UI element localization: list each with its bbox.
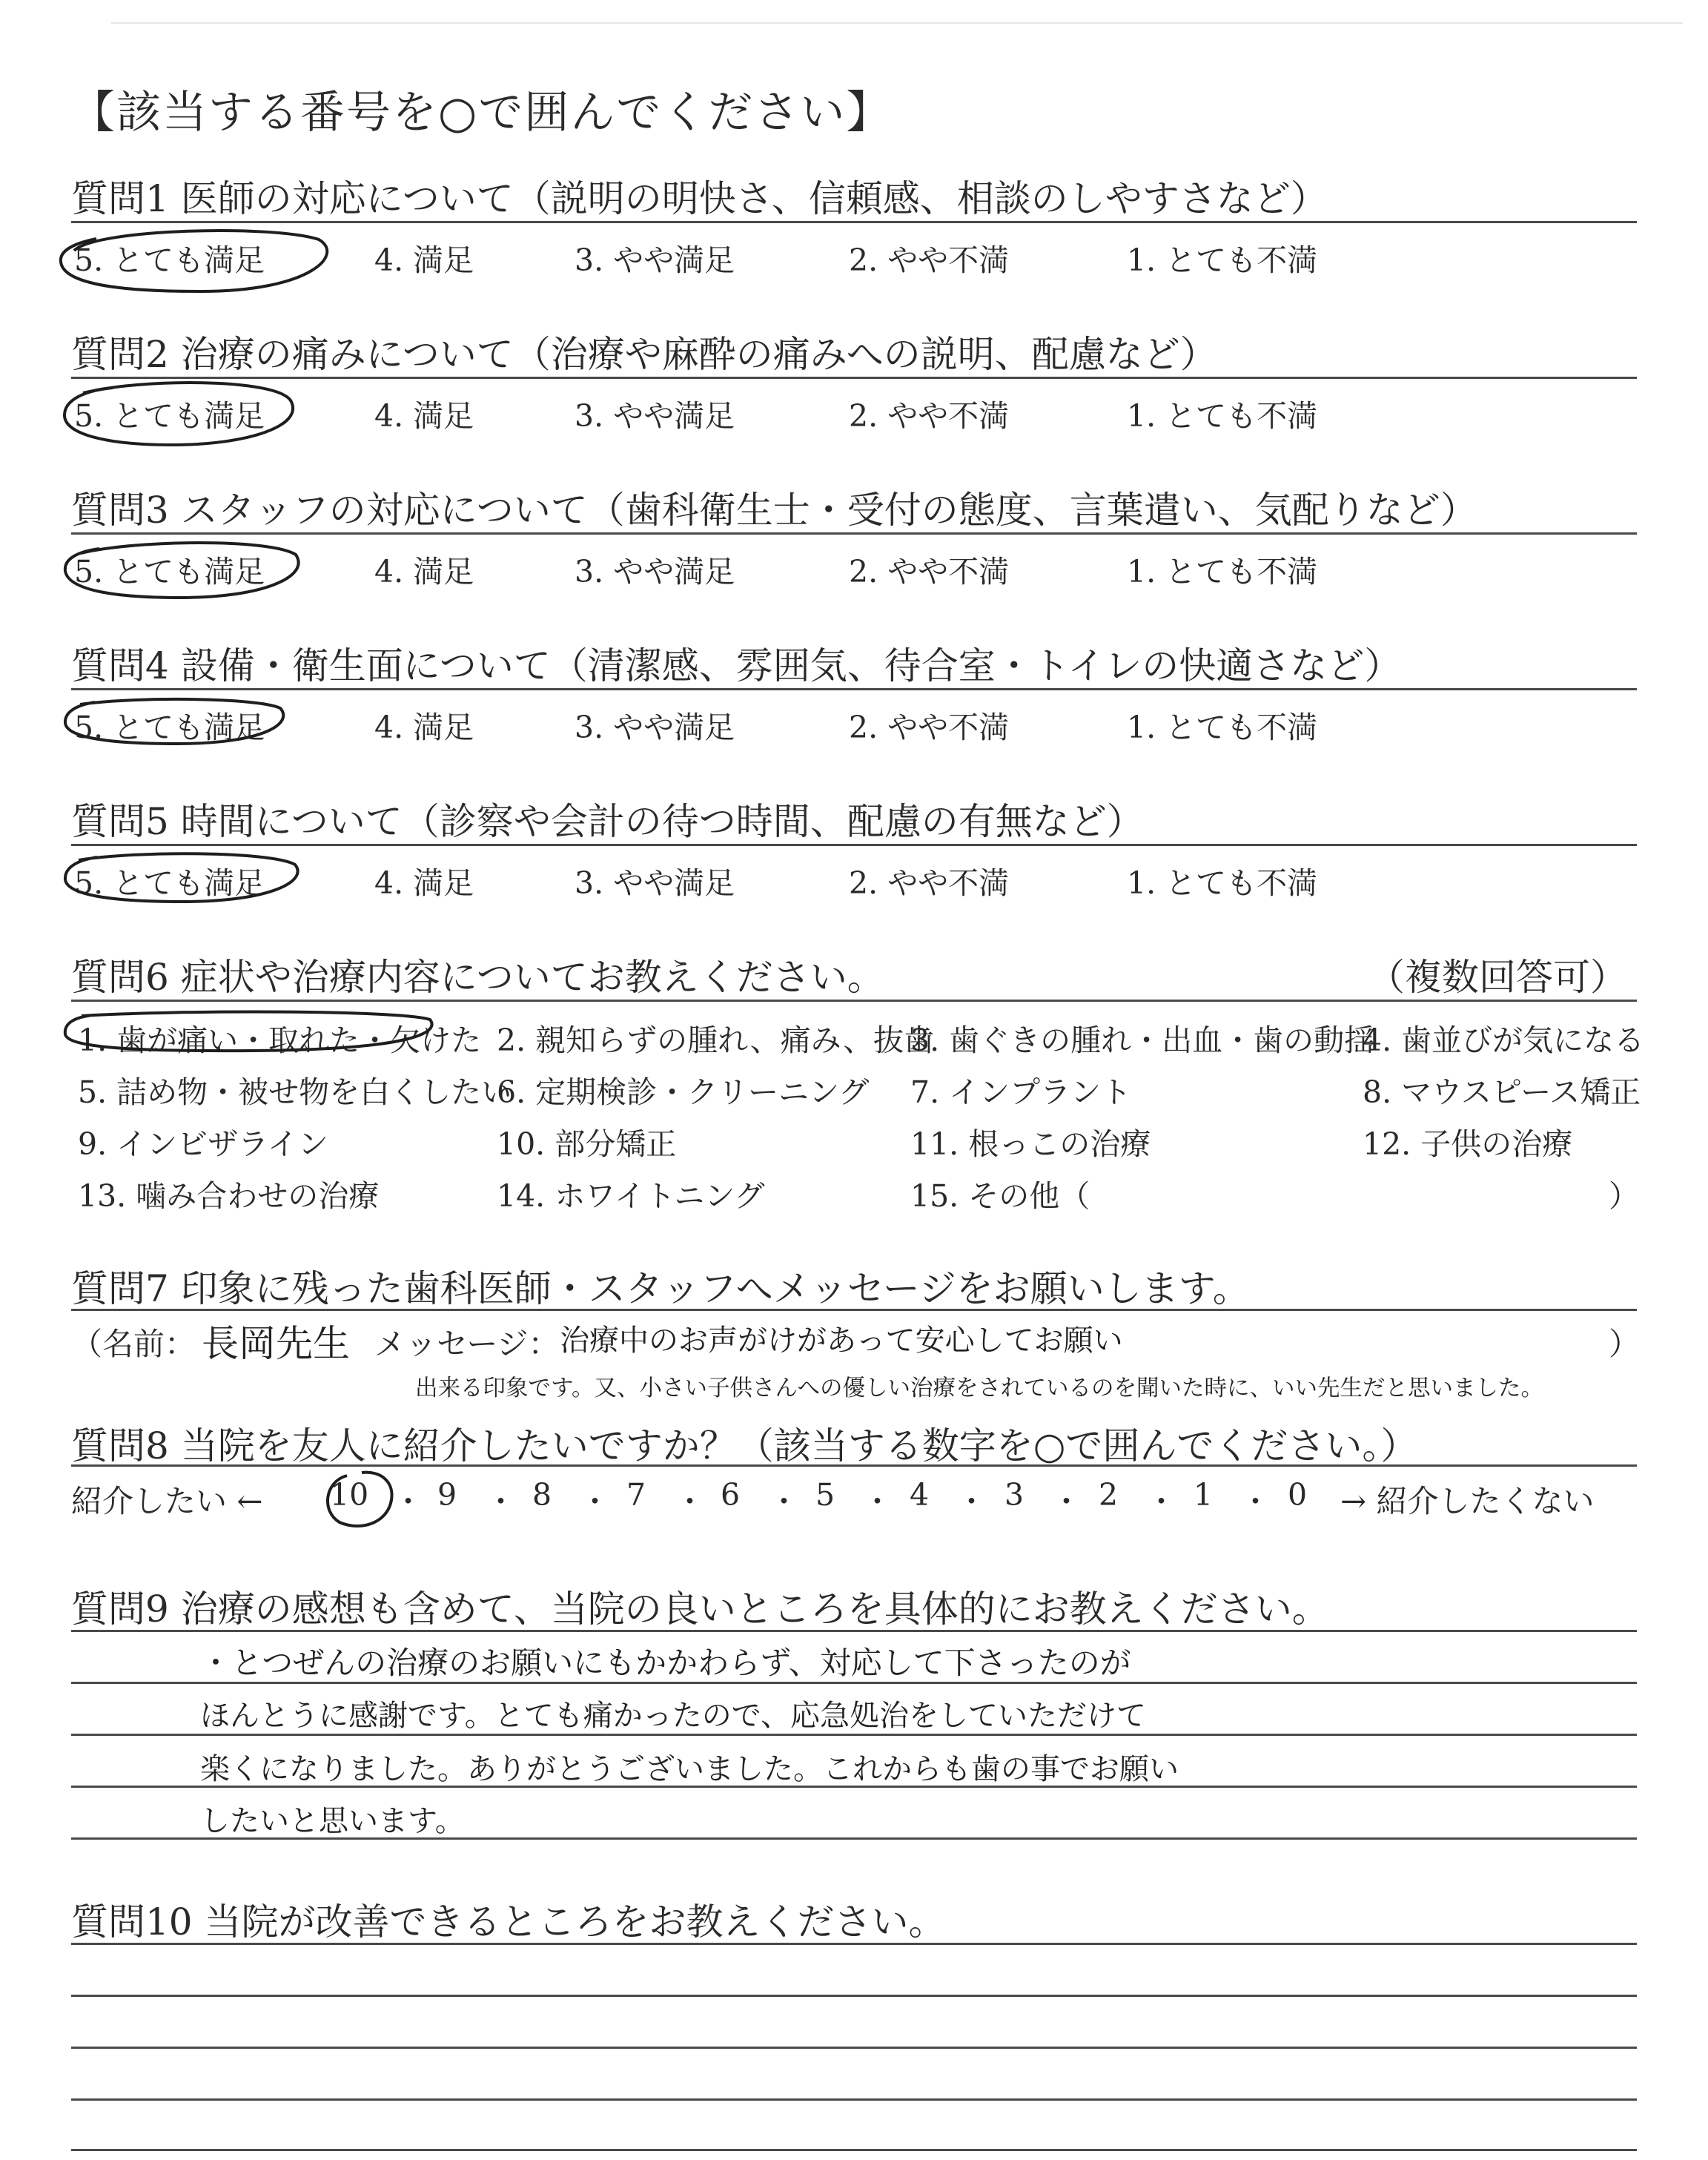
scan-edge-line (111, 22, 1683, 24)
symptom-option[interactable]: 1. 歯が痛い・取れた・欠けた (78, 1023, 482, 1058)
symptom-option[interactable]: 15. その他（ (910, 1178, 1090, 1214)
question-5: 質問5 時間について（診察や会計の待つ時間、配慮の有無など） (71, 800, 1144, 843)
selection-circle-q1 (52, 221, 334, 303)
question-rule (71, 1464, 1637, 1467)
page-title: 【該当する番号を○で囲んでください】 (70, 87, 893, 139)
option-1[interactable]: 1. とても不満 (1127, 865, 1318, 901)
option-2[interactable]: 2. やや不満 (849, 710, 1010, 745)
scale-3[interactable]: 3 (1004, 1477, 1025, 1513)
option-2[interactable]: 2. やや不満 (849, 398, 1010, 434)
option-2[interactable]: 2. やや不満 (849, 242, 1010, 278)
selection-circle-q2 (53, 374, 305, 452)
option-4[interactable]: 4. 満足 (374, 710, 474, 745)
option-4[interactable]: 4. 満足 (374, 865, 474, 901)
symptom-option[interactable]: 13. 噛み合わせの治療 (78, 1178, 380, 1214)
option-4[interactable]: 4. 満足 (374, 242, 474, 278)
option-3[interactable]: 3. やや満足 (575, 710, 735, 745)
symptom-option[interactable]: 14. ホワイトニング (497, 1178, 765, 1214)
option-3[interactable]: 3. やや満足 (575, 242, 735, 278)
message-line-2[interactable]: 出来る印象です。又、小さい子供さんへの優しい治療をされているのを聞いた時に、いい先生だと思いました。 (415, 1375, 1543, 1401)
other-close-paren: ） (1609, 1178, 1639, 1214)
option-1[interactable]: 1. とても不満 (1127, 554, 1318, 589)
answer-line (71, 2047, 1637, 2049)
question-8: 質問8 当院を友人に紹介したいですか？（該当する数字を○で囲んでください。） (71, 1424, 1418, 1467)
option-1[interactable]: 1. とても不満 (1127, 710, 1318, 745)
option-5[interactable]: 5. とても満足 (74, 554, 265, 589)
option-2[interactable]: 2. やや不満 (849, 554, 1010, 589)
question-rule (71, 844, 1637, 846)
question-6: 質問6 症状や治療内容についてお教えください。 (71, 956, 884, 999)
answer-line (71, 2098, 1637, 2101)
symptom-option[interactable]: 4. 歯並びが気になる (1363, 1023, 1645, 1058)
option-5[interactable]: 5. とても満足 (74, 865, 265, 901)
question-rule (71, 1000, 1637, 1002)
scale-2[interactable]: 2 (1099, 1477, 1119, 1513)
scale-4[interactable]: 4 (910, 1477, 930, 1513)
question-9: 質問9 治療の感想も含めて、当院の良いところを具体的にお教えください。 (71, 1588, 1329, 1631)
symptom-option[interactable]: 9. インビザライン (78, 1126, 328, 1162)
option-3[interactable]: 3. やや満足 (575, 865, 735, 901)
option-5[interactable]: 5. とても満足 (74, 242, 265, 278)
option-1[interactable]: 1. とても不満 (1127, 398, 1318, 434)
question-2: 質問2 治療の痛みについて（治療や麻酔の痛みへの説明、配慮など） (71, 333, 1217, 376)
question-rule (71, 688, 1637, 690)
scale-0[interactable]: 0 (1288, 1477, 1308, 1513)
symptom-option[interactable]: 7. インプラント (910, 1074, 1132, 1110)
recommend-right-label: → 紹介したくない (1340, 1483, 1595, 1519)
scale-dot: ・ (862, 1484, 893, 1519)
selection-circle-q4 (58, 693, 295, 753)
symptom-option[interactable]: 3. 歯ぐきの腫れ・出血・歯の動揺 (910, 1023, 1375, 1058)
option-4[interactable]: 4. 満足 (374, 398, 474, 434)
question-1: 質問1 医師の対応について（説明の明快さ、信頼感、相談のしやすさなど） (71, 177, 1328, 220)
option-3[interactable]: 3. やや満足 (575, 398, 735, 434)
scale-dot: ・ (956, 1484, 987, 1519)
scale-dot: ・ (675, 1484, 705, 1519)
message-label: メッセージ： (374, 1326, 560, 1362)
symptom-option[interactable]: 6. 定期検診・クリーニング (497, 1074, 870, 1110)
option-1[interactable]: 1. とても不満 (1127, 242, 1318, 278)
answer-line (71, 2149, 1637, 2151)
answer-line-text[interactable]: 楽くになりました。ありがとうございました。これからも歯の事でお願い (200, 1752, 1179, 1786)
answer-line (71, 1943, 1637, 1945)
answer-line (71, 1630, 1637, 1632)
question-10: 質問10 当院が改善できるところをお教えください。 (71, 1900, 946, 1943)
option-3[interactable]: 3. やや満足 (575, 554, 735, 589)
answer-line-text[interactable]: したいと思います。 (200, 1804, 465, 1838)
multiple-answers-note: （複数回答可） (1368, 956, 1627, 999)
scale-10[interactable]: 10 (330, 1477, 369, 1513)
symptom-option[interactable]: 2. 親知らずの腫れ、痛み、抜歯 (497, 1023, 935, 1058)
scale-8[interactable]: 8 (532, 1477, 552, 1513)
question-3: 質問3 スタッフの対応について（歯科衛生士・受付の態度、言葉遣い、気配りなど） (71, 489, 1477, 532)
scale-1[interactable]: 1 (1194, 1477, 1214, 1513)
question-4: 質問4 設備・衛生面について（清潔感、雰囲気、待合室・トイレの快適さなど） (71, 644, 1402, 687)
selection-circle-q6 (59, 1008, 445, 1060)
symptom-option[interactable]: 11. 根っこの治療 (910, 1126, 1151, 1162)
selection-circle-q5 (56, 847, 308, 910)
scale-dot: ・ (1240, 1484, 1271, 1519)
name-label: （名前： (71, 1326, 196, 1362)
question-rule (71, 377, 1637, 379)
symptom-option[interactable]: 10. 部分矯正 (497, 1126, 677, 1162)
scale-9[interactable]: 9 (437, 1477, 457, 1513)
question-rule (71, 1309, 1637, 1311)
symptom-option[interactable]: 12. 子供の治療 (1363, 1126, 1573, 1162)
scale-dot: ・ (1051, 1484, 1082, 1519)
scale-dot: ・ (580, 1484, 610, 1519)
option-5[interactable]: 5. とても満足 (74, 398, 265, 434)
scale-dot: ・ (486, 1484, 516, 1519)
symptom-option[interactable]: 5. 詰め物・被せ物を白くしたい (78, 1074, 512, 1110)
option-2[interactable]: 2. やや不満 (849, 865, 1010, 901)
message-line-1[interactable]: 治療中のお声がけがあって安心してお願い (560, 1324, 1123, 1358)
symptom-option[interactable]: 8. マウスピース矯正 (1363, 1074, 1641, 1110)
scale-5[interactable]: 5 (815, 1477, 835, 1513)
option-4[interactable]: 4. 満足 (374, 554, 474, 589)
answer-line-text[interactable]: ・とつぜんの治療のお願いにもかかわらず、対応して下さったのが (200, 1645, 1131, 1681)
staff-name[interactable]: 長岡先生 (202, 1322, 350, 1365)
scale-dot: ・ (393, 1484, 423, 1519)
question-7: 質問7 印象に残った歯科医師・スタッフへメッセージをお願いします。 (71, 1267, 1250, 1310)
answer-line (71, 1995, 1637, 1997)
answer-line-text[interactable]: ほんとうに感謝です。とても痛かったので、応急処治をしていただけて (200, 1699, 1146, 1733)
message-close-paren: ） (1609, 1326, 1641, 1362)
scale-dot: ・ (1146, 1484, 1176, 1519)
scale-dot: ・ (769, 1484, 799, 1519)
selection-circle-q3 (55, 532, 307, 607)
scale-6[interactable]: 6 (721, 1477, 741, 1513)
recommend-left-label: 紹介したい ← (71, 1483, 263, 1519)
scale-7[interactable]: 7 (626, 1477, 646, 1513)
selection-circle-q8 (317, 1467, 406, 1533)
option-5[interactable]: 5. とても満足 (74, 710, 265, 745)
